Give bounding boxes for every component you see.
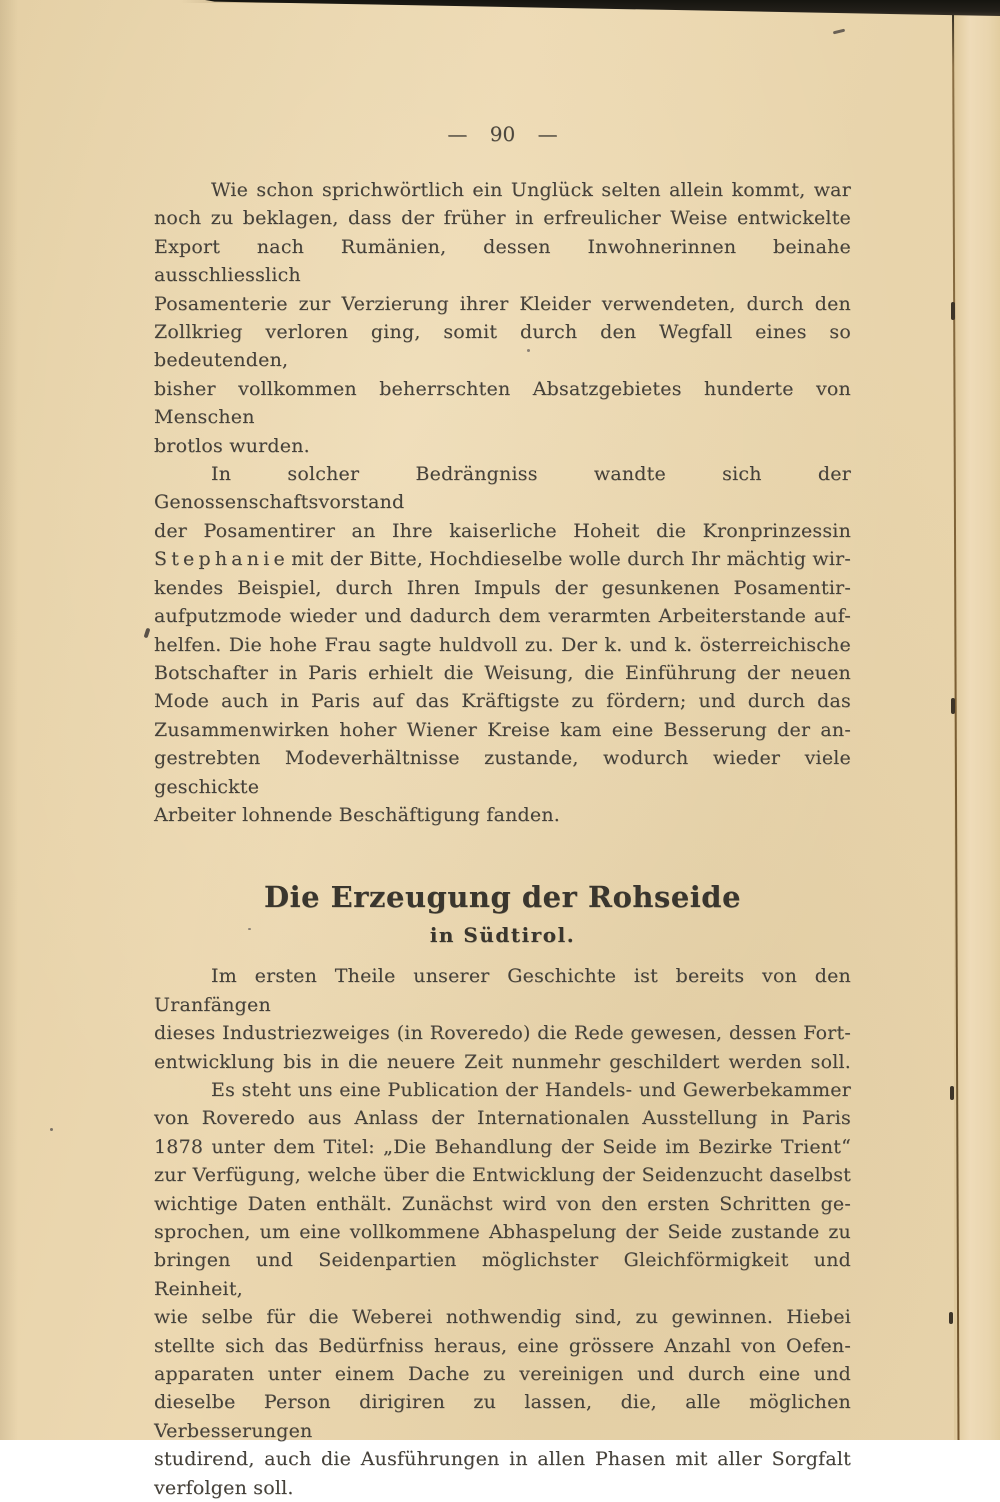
ink-blob bbox=[950, 1086, 954, 1100]
body-text bbox=[154, 176, 851, 1502]
text-line: noch zu beklagen, dass der früher in erfreulicher Weise entwickelte bbox=[154, 207, 851, 230]
ink-speck bbox=[50, 1128, 53, 1131]
text-line: Export nach Rumänien, dessen Inwohnerinnen beinahe ausschliesslich bbox=[154, 235, 851, 287]
text-line: der Posamentirer an Ihre kaiserliche Hoheit die Kronprinzessin bbox=[154, 519, 851, 542]
section-subtitle: in Südtirol. bbox=[429, 923, 576, 948]
text-line: Mode auch in Paris auf das Kräftigste zu fördern; und durch das bbox=[154, 690, 851, 713]
paragraph bbox=[154, 1076, 851, 1502]
text-line: dieselbe Person dirigiren zu lassen, die, alle möglichen Verbesserungen bbox=[154, 1391, 851, 1442]
text-line: Zollkrieg verloren ging, somit durch den Wegfall eines so bedeutenden, bbox=[154, 321, 851, 372]
left-edge-shadow bbox=[0, 0, 18, 1440]
text-line: wichtige Daten enthält. Zunächst wird von den ersten Schritten ge- bbox=[154, 1192, 851, 1215]
ink-blob bbox=[951, 698, 955, 714]
text-line: bringen und Seidenpartien möglichster Gleichförmigkeit und Reinheit, bbox=[154, 1249, 851, 1300]
ink-blob bbox=[949, 1312, 953, 1324]
text-line: Botschafter in Paris erhielt die Weisung, die Einführung der neuen bbox=[154, 661, 851, 684]
text-line: bisher vollkommen beherrschten Absatzgebietes hunderte von Menschen bbox=[154, 377, 851, 429]
text-line: Zusammenwirken hoher Wiener Kreise kam eine Besserung der an- bbox=[154, 718, 851, 741]
text-line: wie selbe für die Weberei nothwendig sind, zu gewinnen. Hiebei bbox=[154, 1306, 851, 1329]
ink-speck bbox=[833, 29, 845, 35]
text-line: studirend, auch die Ausführungen in allen Phasen mit aller Sorgfalt bbox=[154, 1448, 851, 1471]
text-line: Arbeiter lohnende Beschäftigung fanden. bbox=[154, 803, 561, 826]
paragraph bbox=[154, 460, 851, 829]
text-line: stellte sich das Bedürfniss heraus, eine grössere Anzahl von Oefen- bbox=[154, 1334, 851, 1357]
text-line: kendes Beispiel, durch Ihren Impuls der gesunkenen Posamentir- bbox=[154, 576, 851, 599]
text-line: dieses Industriezweiges (in Roveredo) die Rede gewesen, dessen Fort- bbox=[154, 1022, 851, 1045]
text-line: entwicklung bis in die neuere Zeit nunmehr geschildert werden soll. bbox=[154, 1050, 851, 1073]
text-line: Im ersten Theile unserer Geschichte ist bereits von den Uranfängen bbox=[154, 965, 851, 1016]
text-line: von Roveredo aus Anlass der Internationalen Ausstellung in Paris bbox=[154, 1107, 851, 1130]
text-line: verfolgen soll. bbox=[154, 1476, 294, 1499]
text-line: In solcher Bedrängniss wandte sich der Genossenschaftsvorstand bbox=[154, 463, 851, 514]
text-column bbox=[154, 122, 851, 1502]
text-line: brotlos wurden. bbox=[154, 434, 310, 457]
ink-speck bbox=[248, 928, 251, 930]
ink-blob bbox=[951, 302, 955, 320]
paragraph bbox=[154, 176, 851, 460]
text-line: 1878 unter dem Titel: „Die Behandlung der Seide im Bezirke Trient“ bbox=[154, 1135, 851, 1158]
section-title: Die Erzeugung der Rohseide bbox=[263, 880, 742, 915]
text-line: Es steht uns eine Publication der Handels- und Gewerbekammer bbox=[211, 1078, 851, 1101]
text-line: S t e p h a n i e mit der Bitte, Hochdieselbe wolle durch Ihr mächtig wir- bbox=[154, 548, 851, 571]
text-line: zur Verfügung, welche über die Entwicklung der Seidenzucht daselbst bbox=[154, 1164, 851, 1187]
text-line: gestrebten Modeverhältnisse zustande, wodurch wieder viele geschickte bbox=[154, 747, 851, 798]
paragraph bbox=[154, 962, 851, 1076]
ink-speck bbox=[144, 628, 151, 639]
text-line: sprochen, um eine vollkommene Abhaspelung der Seide zustande zu bbox=[154, 1221, 851, 1243]
adjacent-page-edge bbox=[954, 0, 1000, 1440]
text-line: aufputzmode wieder und dadurch dem verarmten Arbeiterstande auf- bbox=[154, 605, 851, 628]
scan-dark-band bbox=[205, 0, 1000, 16]
ink-speck bbox=[527, 349, 530, 352]
text-line: Wie schon sprichwörtlich ein Unglück selten allein kommt, war bbox=[211, 179, 851, 201]
text-line: apparaten unter einem Dache zu vereinigen und durch eine und bbox=[154, 1363, 851, 1386]
text-line: helfen. Die hohe Frau sagte huldvoll zu. Der k. und k. österreichische bbox=[154, 633, 851, 656]
page-number: — 90 — bbox=[447, 122, 558, 146]
text-line: Posamenterie zur Verzierung ihrer Kleider verwendeten, durch den bbox=[154, 292, 851, 315]
